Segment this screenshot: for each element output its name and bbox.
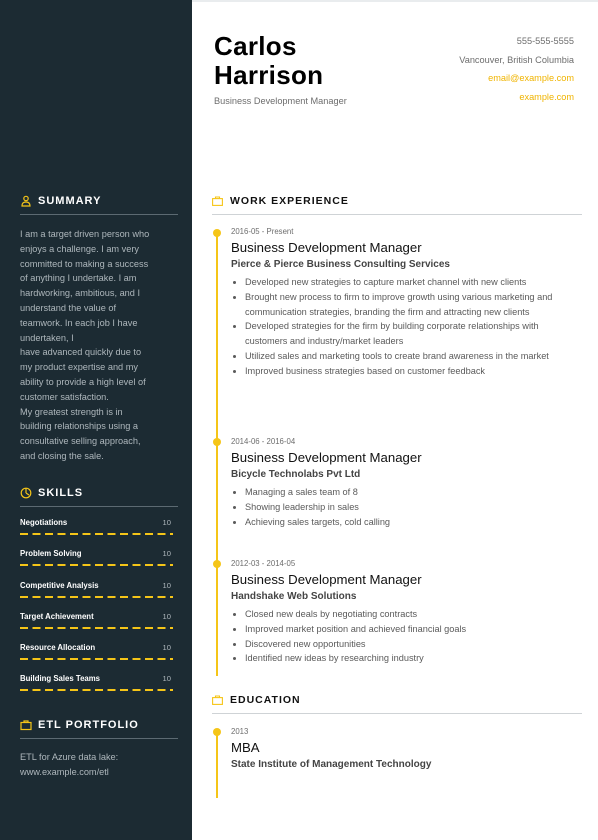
location: Vancouver, British Columbia <box>459 54 574 65</box>
timeline-dot <box>213 728 221 736</box>
summary-line: of anything I undertake. I am <box>20 273 137 284</box>
job-bullet: • Developed new strategies to capture market channel with new clients <box>245 275 581 290</box>
skill-rating-bar <box>20 689 173 691</box>
skill-name: Building Sales Teams <box>20 674 101 684</box>
portfolio-text <box>20 750 180 780</box>
summary-line: my product expertise and my <box>20 362 138 373</box>
job-company: Pierce & Pierce Business Consulting Services <box>231 259 450 270</box>
candidate-name <box>214 32 323 90</box>
education-degree: MBA <box>231 740 260 755</box>
education-school: State Institute of Management Technology <box>231 759 432 770</box>
job-company: Bicycle Technolabs Pvt Ltd <box>231 469 361 480</box>
job-title: Business Development Manager <box>214 96 347 106</box>
job-entry <box>231 437 581 529</box>
briefcase-icon <box>20 719 32 731</box>
skill-value: 10 <box>162 580 171 590</box>
summary-text <box>20 227 180 464</box>
skill-rating-bar <box>20 564 173 566</box>
job-bullets <box>231 607 581 666</box>
skill-item <box>20 670 173 701</box>
briefcase-icon <box>212 196 223 206</box>
skill-item <box>20 608 173 639</box>
skill-value: 10 <box>162 674 171 684</box>
briefcase-icon <box>212 695 223 705</box>
summary-line: have advanced quickly due to <box>20 347 142 358</box>
portfolio-heading-label: ETL PORTFOLIO <box>38 719 139 731</box>
job-date: 2016-05 - Present <box>231 227 294 236</box>
summary-line: understand the value of <box>20 302 117 313</box>
phone: 555-555-5555 <box>516 36 574 46</box>
skill-value: 10 <box>162 549 171 559</box>
summary-line: enjoys a challenge. I am very <box>20 243 139 254</box>
contact-info <box>459 36 574 110</box>
skills-list <box>20 514 173 702</box>
skill-rating-bar <box>20 627 173 629</box>
job-bullet: • Identified new ideas by researching industry <box>245 651 581 666</box>
job-bullets <box>231 275 581 379</box>
education-heading <box>212 694 582 714</box>
skill-rating-bar <box>20 533 173 535</box>
job-date: 2014-06 - 2016-04 <box>231 437 296 446</box>
skill-rating-bar <box>20 596 173 598</box>
skills-heading-label: SKILLS <box>38 487 84 499</box>
job-bullet: • Improved business strategies based on customer feedback <box>245 364 581 379</box>
job-entry <box>231 227 581 379</box>
job-bullet: • Discovered new opportunities <box>245 637 581 652</box>
summary-heading-label: SUMMARY <box>38 195 102 207</box>
skill-rating-bar <box>20 658 173 660</box>
person-icon <box>20 195 32 207</box>
skill-item <box>20 545 173 576</box>
summary-line: customer satisfaction. <box>20 391 109 402</box>
job-bullet: • Developed strategies for the firm by building corporate relationships with customers and industry/market leaders <box>245 319 581 349</box>
skill-name: Competitive Analysis <box>20 580 99 590</box>
skill-item <box>20 639 173 670</box>
timeline-dot <box>213 438 221 446</box>
skill-name: Problem Solving <box>20 549 82 559</box>
last-name: Harrison <box>214 60 324 90</box>
summary-line: and closing the sale. <box>20 450 104 461</box>
job-bullet: • Closed new deals by negotiating contracts <box>245 607 581 622</box>
email-link[interactable]: email@example.com <box>488 73 574 83</box>
job-entry <box>231 559 581 666</box>
summary-line: undertaken, I <box>20 332 74 343</box>
skill-item <box>20 514 173 545</box>
education-entry <box>231 727 581 770</box>
job-title-entry: Business Development Manager <box>231 572 422 587</box>
summary-line: My greatest strength is in <box>20 406 123 417</box>
job-date: 2012-03 - 2014-05 <box>231 559 296 568</box>
summary-heading <box>20 195 178 215</box>
summary-line: committed to making a success <box>20 258 149 269</box>
job-company: Handshake Web Solutions <box>231 591 357 602</box>
first-name: Carlos <box>214 31 297 61</box>
education-heading-label: EDUCATION <box>230 694 301 706</box>
summary-line: hardworking, ambitious, and I <box>20 288 141 299</box>
summary-line: ability to provide a high level of <box>20 376 146 387</box>
work-timeline <box>216 231 218 676</box>
skills-heading <box>20 487 178 507</box>
skill-name: Target Achievement <box>20 611 94 621</box>
job-bullet: • Achieving sales targets, cold calling <box>245 515 581 530</box>
summary-line: consultative selling approach, <box>20 436 141 447</box>
summary-line: building relationships using a <box>20 421 138 432</box>
gauge-icon <box>20 487 32 499</box>
skill-name: Negotiations <box>20 518 68 527</box>
skill-value: 10 <box>162 643 171 653</box>
education-timeline <box>216 730 218 798</box>
main-content <box>192 0 598 840</box>
job-bullet: • Utilized sales and marketing tools to create brand awareness in the market <box>245 349 581 364</box>
timeline-dot <box>213 560 221 568</box>
portfolio-link[interactable]: www.example.com/etl <box>20 767 109 777</box>
education-date: 2013 <box>231 727 249 736</box>
skill-value: 10 <box>162 518 171 527</box>
job-bullets <box>231 485 581 529</box>
job-bullet: • Managing a sales team of 8 <box>245 485 581 500</box>
job-bullet: • Improved market position and achieved financial goals <box>245 622 581 637</box>
job-bullet: • Showing leadership in sales <box>245 500 581 515</box>
top-border <box>192 0 598 2</box>
portfolio-heading <box>20 719 178 739</box>
job-title-entry: Business Development Manager <box>231 240 422 255</box>
summary-line: I am a target driven person who <box>20 229 150 239</box>
website-link[interactable]: example.com <box>519 91 574 102</box>
skill-name: Resource Allocation <box>20 643 96 653</box>
skill-item <box>20 577 173 608</box>
job-title-entry: Business Development Manager <box>231 450 422 465</box>
work-experience-heading <box>212 195 582 215</box>
job-bullet: • Brought new process to firm to improve growth using various marketing and communication strategies, branding the firm and attracting new clients <box>245 290 581 320</box>
summary-line: teamwork. In each job I have <box>20 317 138 328</box>
portfolio-line: ETL for Azure data lake: <box>20 752 119 762</box>
timeline-dot <box>213 229 221 237</box>
skill-value: 10 <box>162 611 171 621</box>
work-heading-label: WORK EXPERIENCE <box>230 195 349 207</box>
